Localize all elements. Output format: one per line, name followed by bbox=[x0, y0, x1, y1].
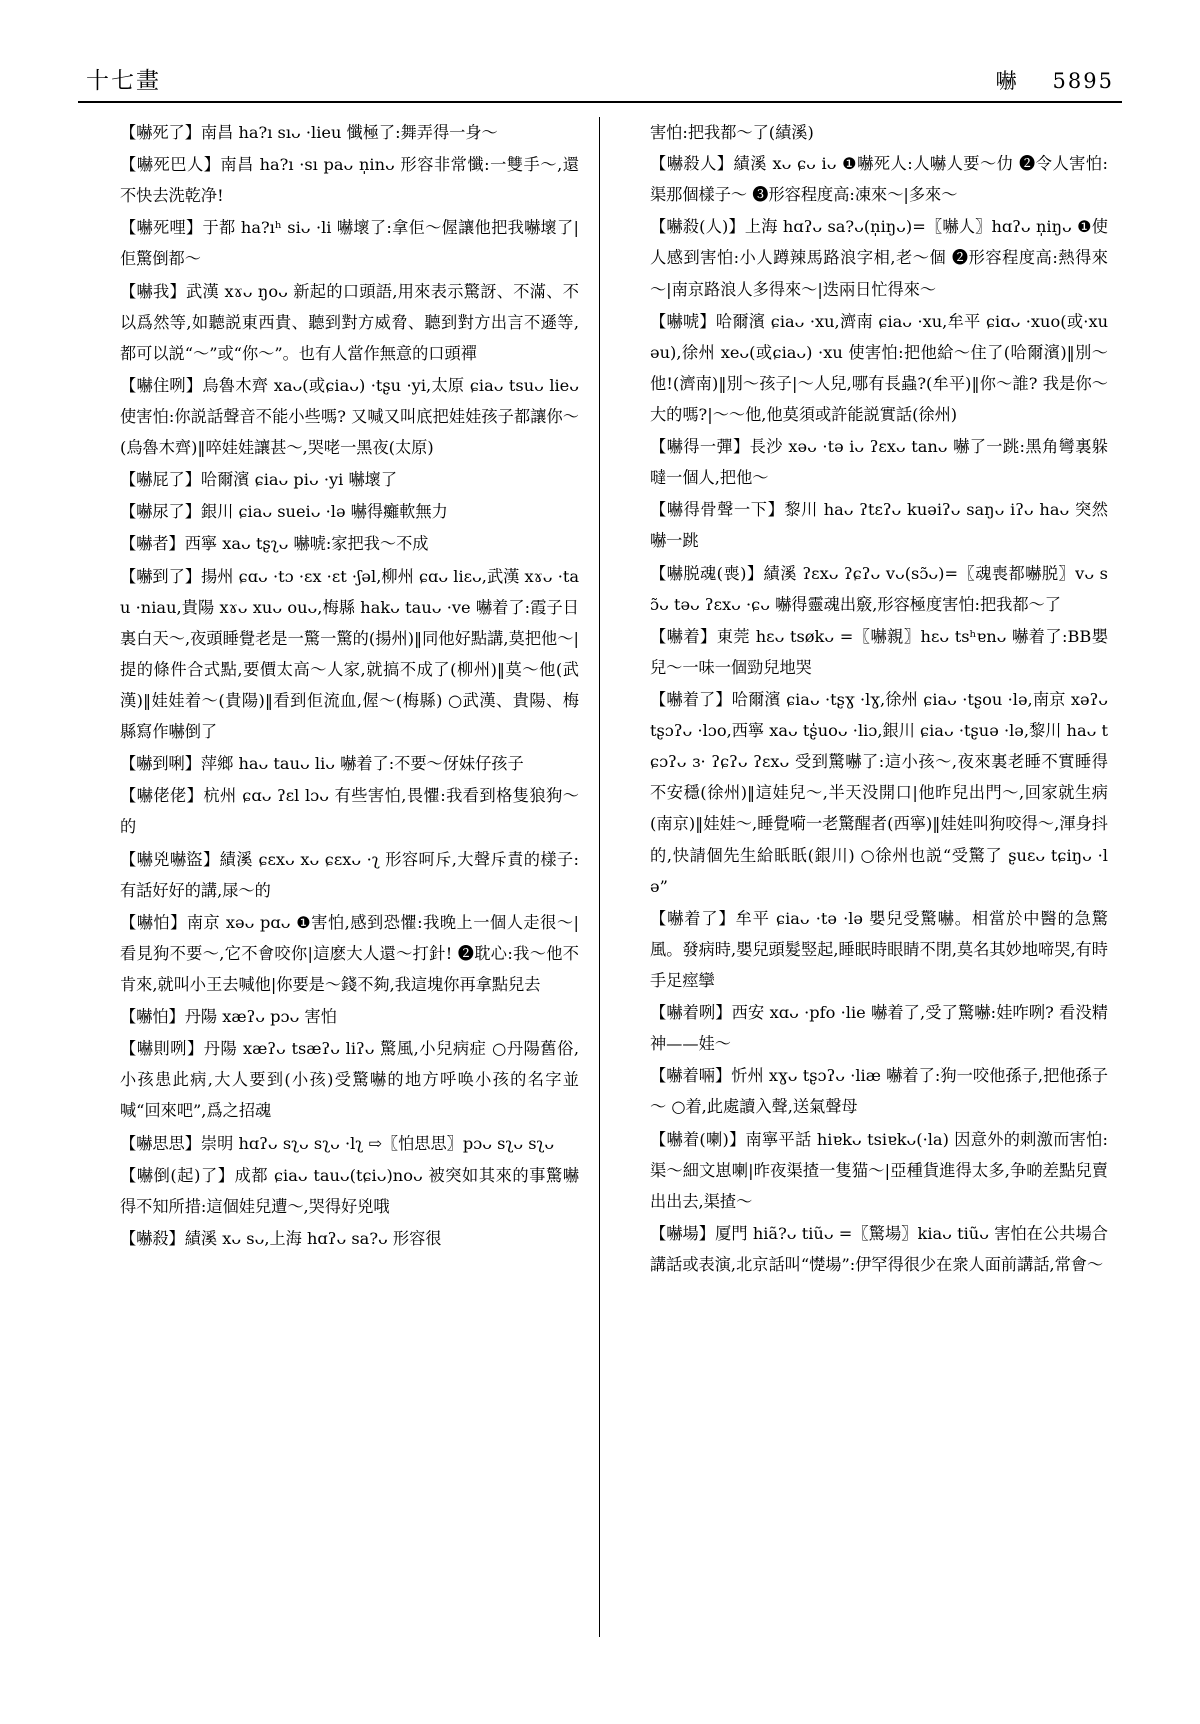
dictionary-entry: 【嚇兇嚇盜】績溪 ɕɛxᴗ xᴗ ɕɛxᴗ ·ʅ 形容呵斥,大聲斥責的樣子:有話好好的講,㞗～的 bbox=[120, 849, 579, 900]
entry-continuation: 害怕:把我都～了(績溪) bbox=[650, 123, 814, 142]
right-column bbox=[600, 117, 1122, 1637]
dictionary-entry: 【嚇死巴人】南昌 ha?ı ·sı paᴗ n̩inᴗ 形容非常懺:一雙手～,還不快去洗乾净! bbox=[120, 155, 579, 206]
dictionary-entry: 【嚇得一彈】長沙 xəᴗ ·tə iᴗ ʔɛxᴗ tanᴗ 嚇了一跳:黑角彎裏躲噠一個人,把他～ bbox=[650, 437, 1108, 488]
dictionary-entry: 【嚇着】東莞 hɛᴗ tsøkᴗ =〖嚇親〗hɛᴗ tsʰɐnᴗ 嚇着了:BB嬰兒～一味一個勁兒地哭 bbox=[650, 626, 1108, 677]
dictionary-entry: 【嚇殺人】績溪 xᴗ ɕᴗ iᴗ ❶嚇死人:人嚇人要～仂 ❷令人害怕:渠那個樣子～ ❸形容程度高:凍來～|多來～ bbox=[650, 154, 1108, 205]
dictionary-entry: 【嚇場】厦門 hiã?ᴗ tiũᴗ =〖驚場〗kiaᴗ tiũᴗ 害怕在公共場合講話或表演,北京話叫“憷場”:伊罕得很少在衆人面前講話,常會～ bbox=[650, 1223, 1108, 1274]
header-divider bbox=[78, 101, 1122, 103]
dictionary-entry: 【嚇得骨聲一下】黎川 haᴗ ʔtɛʔᴗ kuəiʔᴗ saŋᴗ iʔᴗ haᴗ 突然嚇一跳 bbox=[650, 500, 1108, 551]
dictionary-entry: 【嚇者】西寧 xaᴗ tʂʅᴗ 嚇唬:家把我～不成 bbox=[120, 534, 429, 554]
dictionary-entry: 【嚇死哩】于都 ha?ıʰ siᴗ ·li 嚇壞了:拿佢～偓讓他把我嚇壞了|佢驚倒都～ bbox=[120, 218, 579, 269]
dictionary-entry: 【嚇到唎】萍鄉 haᴗ tauᴗ liᴗ 嚇着了:不要～伢妹仔孩子 bbox=[120, 754, 524, 774]
dictionary-entry: 【嚇屁了】哈爾濱 ɕiaᴗ piᴗ ·yi 嚇壞了 bbox=[120, 470, 398, 490]
dictionary-entry: 【嚇我】武漢 xɤᴗ ŋoᴗ 新起的口頭語,用來表示驚訝、不滿、不以爲然等,如聽説東西貴、聽到對方威脅、聽到對方出言不遜等,都可以説“～”或“你～”。也有人當作無意的口頭禪 bbox=[120, 281, 579, 363]
dictionary-entry: 【嚇怕】丹陽 xæʔᴗ pɔᴗ 害怕 bbox=[120, 1007, 337, 1027]
dictionary-entry: 【嚇到了】揚州 ɕɑᴗ ·tɔ ·ɛx ·ɛt ·ʃəl,柳州 ɕɑᴗ liɛᴗ,武漢 xɤᴗ ·tau ·niau,貴陽 xɤᴗ xuᴗ ouᴗ,梅縣 hakᴗ tauᴗ ·ve 嚇着了:霞子日裏白天～,夜頭睡覺老是一驚一驚的(揚州)‖同他好點講,莫把他～|提的條件合式點,要價太高～人家,就搞不成了(柳州)‖莫～他(武漢)‖娃娃着～(貴陽)‖看到佢流血,偓～(梅縣) ○武漢、貴陽、梅縣寫作嚇倒了 bbox=[120, 566, 579, 742]
header-character: 嚇 bbox=[995, 69, 1019, 93]
dictionary-entry: 【嚇唬】哈爾濱 ɕiaᴗ ·xu,濟南 ɕiaᴗ ·xu,牟平 ɕiɑᴗ ·xuo(或·xuəu),徐州 xeᴗ(或ɕiaᴗ) ·xu 使害怕:把他給～住了(哈爾濱)‖別～他!(濟南)‖別～孩子|～人兒,哪有長蟲?(牟平)‖你～誰? 我是你～大的嗎?|～～他,他莫須或許能説實話(徐州) bbox=[650, 311, 1108, 424]
dictionary-entry: 【嚇則咧】丹陽 xæʔᴗ tsæʔᴗ liʔᴗ 驚風,小兒病症 ○丹陽舊俗,小孩患此病,大人要到(小孩)受驚嚇的地方呼唤小孩的名字並喊“回來吧”,爲之招魂 bbox=[120, 1039, 579, 1121]
body-columns bbox=[78, 117, 1122, 1637]
page-number: 5895 bbox=[1052, 69, 1114, 93]
dictionary-entry: 【嚇思思】崇明 hɑʔᴗ sʅᴗ sʅᴗ ·lʅ ⇨〖怕思思〗pɔᴗ sʅᴗ sʅᴗ bbox=[120, 1133, 555, 1153]
dictionary-entry: 【嚇着了】哈爾濱 ɕiaᴗ ·tʂɣ ·lɣ,徐州 ɕiaᴗ ·tʂou ·lə,南京 xəʔᴗ tʂɔʔᴗ ·lɔo,西寧 xaᴗ tʂ̍uoᴗ ·liɔ,銀川 ɕiaᴗ ·tʂuə ·lə,黎川 haᴗ tɕɔʔᴗ ɜ· ʔɕʔᴗ ʔɛxᴗ 受到驚嚇了:這小孩～,夜來裏老睡不實睡得不安穩(徐州)‖這娃兒～,半天没開口|他昨兒出門～,回家就生病(南京)‖娃娃～,睡覺嗬一老驚醒者(西寧)‖娃娃叫狗咬得～,渾身抖的,快請個先生給眂眂(銀川) ○徐州也説“受驚了 ʂuɛᴗ tɕiŋᴗ ·lə” bbox=[650, 689, 1108, 896]
header-section-title: 十七畫 bbox=[86, 68, 161, 94]
dictionary-entry: 【嚇怕】南京 xəᴗ pɑᴗ ❶害怕,感到恐懼:我晚上一個人走很～|看見狗不要～,它不會咬你|這麽大人還～打針! ❷耽心:我～他不肯來,就叫小王去喊他|你要是～錢不夠,我這塊你再拿點兒去 bbox=[120, 912, 579, 994]
dictionary-entry: 【嚇住咧】烏魯木齊 xaᴗ(或ɕiaᴗ) ·tʂu ·yi,太原 ɕiaᴗ tsuᴗ lieᴗ 使害怕:你説話聲音不能小些嗎? 又喊又叫底把娃娃孩子都讓你～(烏魯木齊)‖啐娃娃讓甚～,哭咾一黑夜(太原) bbox=[120, 375, 579, 458]
dictionary-entry: 【嚇倒(起)了】成都 ɕiaᴗ tauᴗ(tɕiᴗ)noᴗ 被突如其來的事驚嚇得不知所措:這個娃兒遭～,哭得好兇哦 bbox=[120, 1165, 579, 1216]
dictionary-entry: 【嚇着啢】忻州 xɣᴗ tʂɔʔᴗ ·liæ 嚇着了:狗一咬他孫子,把他孫子～ ○着,此處讀入聲,送氣聲母 bbox=[650, 1066, 1108, 1117]
dictionary-entry: 【嚇殺(人)】上海 hɑʔᴗ sa?ᴗ(n̩iŋᴗ)=〖嚇人〗hɑʔᴗ n̩iŋᴗ ❶使人感到害怕:小人蹲辣馬路浪字相,老～個 ❷形容程度高:熱得來～|南京路浪人多得來～|迭兩日忙得來～ bbox=[650, 217, 1108, 299]
dictionary-entry: 【嚇尿了】銀川 ɕiaᴗ sueiᴗ ·lə 嚇得癱軟無力 bbox=[120, 502, 448, 522]
dictionary-entry: 【嚇殺】績溪 xᴗ sᴗ,上海 hɑʔᴗ sa?ᴗ 形容很 bbox=[120, 1228, 442, 1248]
dictionary-entry: 【嚇脱魂(喪)】績溪 ʔɛxᴗ ʔɕʔᴗ vᴗ(sɔ̃ᴗ)=〖魂喪都嚇脱〗vᴗ sɔ̃ᴗ təᴗ ʔɛxᴗ ·ɕᴗ 嚇得靈魂出竅,形容極度害怕:把我都～了 bbox=[650, 563, 1108, 614]
dictionary-entry: 【嚇着(喇)】南寧平話 hiɐkᴗ tsiɐkᴗ(·la) 因意外的刺激而害怕:渠～細文崽喇|昨夜渠揸一隻猫～|亞種貨進得太多,争啲差點兒賣出出去,渠揸～ bbox=[650, 1129, 1108, 1211]
header-right bbox=[996, 65, 1114, 95]
dictionary-entry: 【嚇佬佬】杭州 ɕɑᴗ ʔɛl lɔᴗ 有些害怕,畏懼:我看到格隻狼狗～的 bbox=[120, 786, 579, 837]
dictionary-entry: 【嚇着了】牟平 ɕiaᴗ ·tə ·lə 嬰兒受驚嚇。相當於中醫的急驚風。發病時,嬰兒頭髮竪起,睡眠時眼睛不閉,莫名其妙地啼哭,有時手足痙攣 bbox=[650, 908, 1108, 990]
dictionary-entry: 【嚇着咧】西安 xɑᴗ ·pfo ·lie 嚇着了,受了驚嚇:娃咋咧? 看没精神——娃～ bbox=[650, 1003, 1108, 1054]
left-column bbox=[78, 117, 600, 1637]
dictionary-entry: 【嚇死了】南昌 ha?ı sıᴗ ·lieu 懺極了:舞弄得一身～ bbox=[120, 123, 498, 142]
page-header bbox=[78, 62, 1122, 101]
